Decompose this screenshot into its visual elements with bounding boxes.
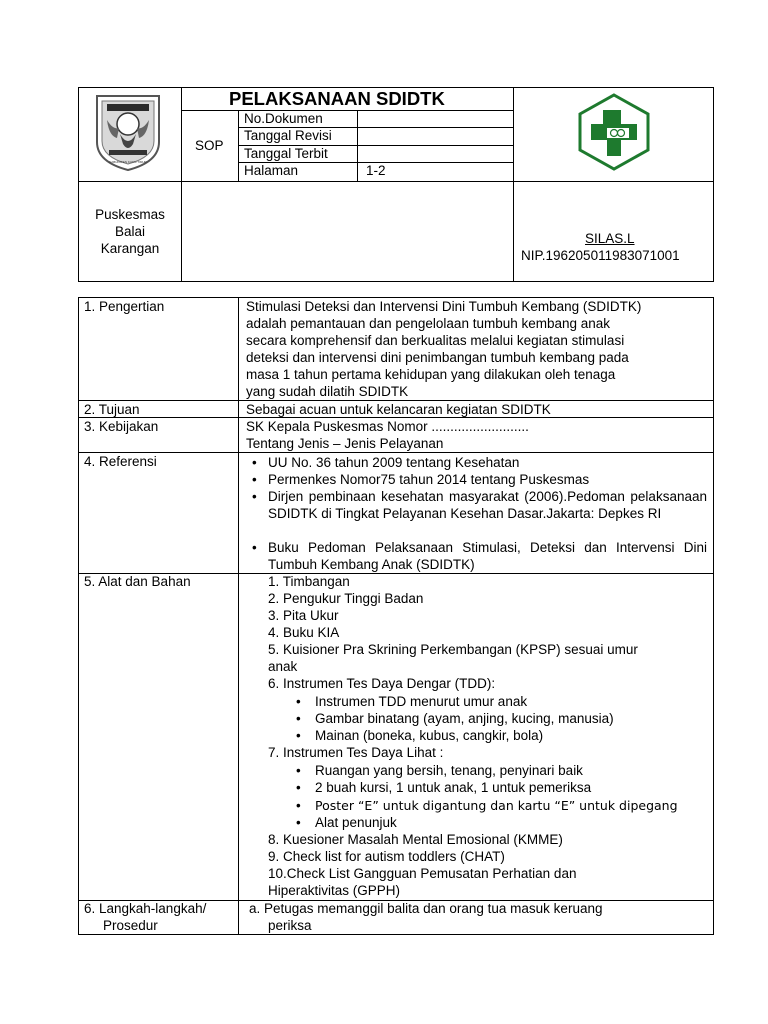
bullet-icon <box>296 797 306 814</box>
bullet-icon <box>296 814 306 831</box>
alat-item: 9. Check list for autism toddlers (CHAT) <box>268 849 505 864</box>
langkah-item: a. Petugas memanggil balita dan orang tua masuk keruang <box>249 901 603 916</box>
pengertian-line: Stimulasi Deteksi dan Intervensi Dini Tumbuh Kembang (SDIDTK) <box>246 299 642 314</box>
right-logo <box>573 92 655 172</box>
field-value-halaman: 1-2 <box>366 163 386 178</box>
row-label-referensi: 4. Referensi <box>84 454 157 469</box>
field-label-halaman: Halaman <box>244 163 299 178</box>
row-label-alat-bahan: 5. Alat dan Bahan <box>84 574 191 589</box>
field-label-tanggal-terbit: Tanggal Terbit <box>244 146 328 161</box>
bullet-icon <box>252 471 262 488</box>
signer-nip: NIP.196205011983071001 <box>521 248 680 263</box>
referensi-item: Buku Pedoman Pelaksanaan Stimulasi, Deteksi dan Intervensi Dini Tumbuh Kembang Anak (SDIDTK) <box>268 540 707 572</box>
tdd-sub-item: Mainan (boneka, kubus, cangkir, bola) <box>315 728 544 743</box>
left-logo <box>93 90 163 172</box>
field-label-tanggal-revisi: Tanggal Revisi <box>244 128 332 143</box>
org-line: Karangan <box>100 241 160 256</box>
bullet-icon <box>296 779 306 796</box>
org-line: Balai <box>114 224 146 239</box>
tdl-sub-item: Poster “E” untuk digantung dan kartu “E” untuk dipegang <box>315 798 678 813</box>
referensi-item: Dirjen pembinaan kesehatan masyarakat (2006).Pedoman pelaksanaan SDIDTK di Tingkat Pelayanan Kesehan Dasar.Jakarta: Depkes RI <box>268 489 707 521</box>
pengertian-line: secara komprehensif dan berkualitas melalui kegiatan stimulasi <box>246 333 625 348</box>
tdl-sub-item: Alat penunjuk <box>315 815 397 830</box>
puskesmas-cross-logo-icon <box>573 92 655 172</box>
row-divider <box>78 452 714 453</box>
referensi-item: Permenkes Nomor75 tahun 2014 tentang Puskesmas <box>268 472 590 487</box>
header-divider <box>181 87 182 282</box>
tdd-sub-item: Instrumen TDD menurut umur anak <box>315 694 528 709</box>
bullet-icon <box>296 693 306 710</box>
header-divider <box>513 87 514 282</box>
bullet-icon <box>252 454 262 471</box>
row-label-pengertian: 1. Pengertian <box>84 299 165 314</box>
body-column-divider <box>238 297 239 935</box>
row-label-kebijakan: 3. Kebijakan <box>84 419 159 434</box>
alat-item: 7. Instrumen Tes Daya Lihat : <box>268 745 444 760</box>
left-logo-caption: KABUPATEN KUTAI TIMUR <box>109 160 147 164</box>
alat-item: Hiperaktivitas (GPPH) <box>268 883 401 898</box>
pengertian-line: yang sudah dilatih SDIDTK <box>246 384 409 399</box>
alat-item: 6. Instrumen Tes Daya Dengar (TDD): <box>268 676 496 691</box>
sop-label: SOP <box>195 138 224 153</box>
bullet-icon <box>296 710 306 727</box>
tujuan-text: Sebagai acuan untuk kelancaran kegiatan SDIDTK <box>246 402 551 417</box>
tdl-sub-item: Ruangan yang bersih, tenang, penyinari baik <box>315 763 583 778</box>
alat-item: 1. Timbangan <box>268 574 350 589</box>
alat-item: 4. Buku KIA <box>268 625 340 640</box>
pengertian-line: masa 1 tahun pertama kehidupan yang dilakukan oleh tenaga <box>246 367 616 382</box>
document-title: PELAKSANAAN SDIDTK <box>229 88 445 109</box>
pengertian-line: adalah pemantauan dan pengelolaan tumbuh kembang anak <box>246 316 611 331</box>
bullet-icon <box>296 727 306 744</box>
header-divider <box>78 181 714 182</box>
alat-item: 8. Kuesioner Masalah Mental Emosional (KMME) <box>268 832 563 847</box>
alat-item: 3. Pita Ukur <box>268 608 339 623</box>
header-divider <box>181 110 513 111</box>
kebijakan-line: Tentang Jenis – Jenis Pelayanan <box>246 436 444 451</box>
field-label-no-dokumen: No.Dokumen <box>244 111 323 126</box>
tdd-sub-item: Gambar binatang (ayam, anjing, kucing, manusia) <box>315 711 614 726</box>
row-label-tujuan: 2. Tujuan <box>84 402 140 417</box>
bullet-icon <box>296 762 306 779</box>
langkah-item: periksa <box>268 918 312 933</box>
tdl-sub-item: 2 buah kursi, 1 untuk anak, 1 untuk pemeriksa <box>315 780 592 795</box>
alat-item: 10.Check List Gangguan Pemusatan Perhatian dan <box>268 866 577 881</box>
alat-item: 2. Pengukur Tinggi Badan <box>268 591 424 606</box>
org-line: Puskesmas <box>95 207 165 222</box>
signer-name: SILAS.L <box>585 231 635 246</box>
pengertian-line: deteksi dan intervensi dini penimbangan tumbuh kembang pada <box>246 350 629 365</box>
row-label-langkah: 6. Langkah-langkah/ <box>84 901 207 916</box>
bullet-icon <box>252 488 262 505</box>
referensi-item: UU No. 36 tahun 2009 tentang Kesehatan <box>268 455 520 470</box>
alat-item: anak <box>268 659 298 674</box>
bullet-icon <box>252 539 262 556</box>
row-label-langkah: Prosedur <box>103 918 158 933</box>
alat-item: 5. Kuisioner Pra Skrining Perkembangan (KPSP) sesuai umur <box>268 642 638 657</box>
kebijakan-line: SK Kepala Puskesmas Nomor .......................... <box>246 419 529 434</box>
